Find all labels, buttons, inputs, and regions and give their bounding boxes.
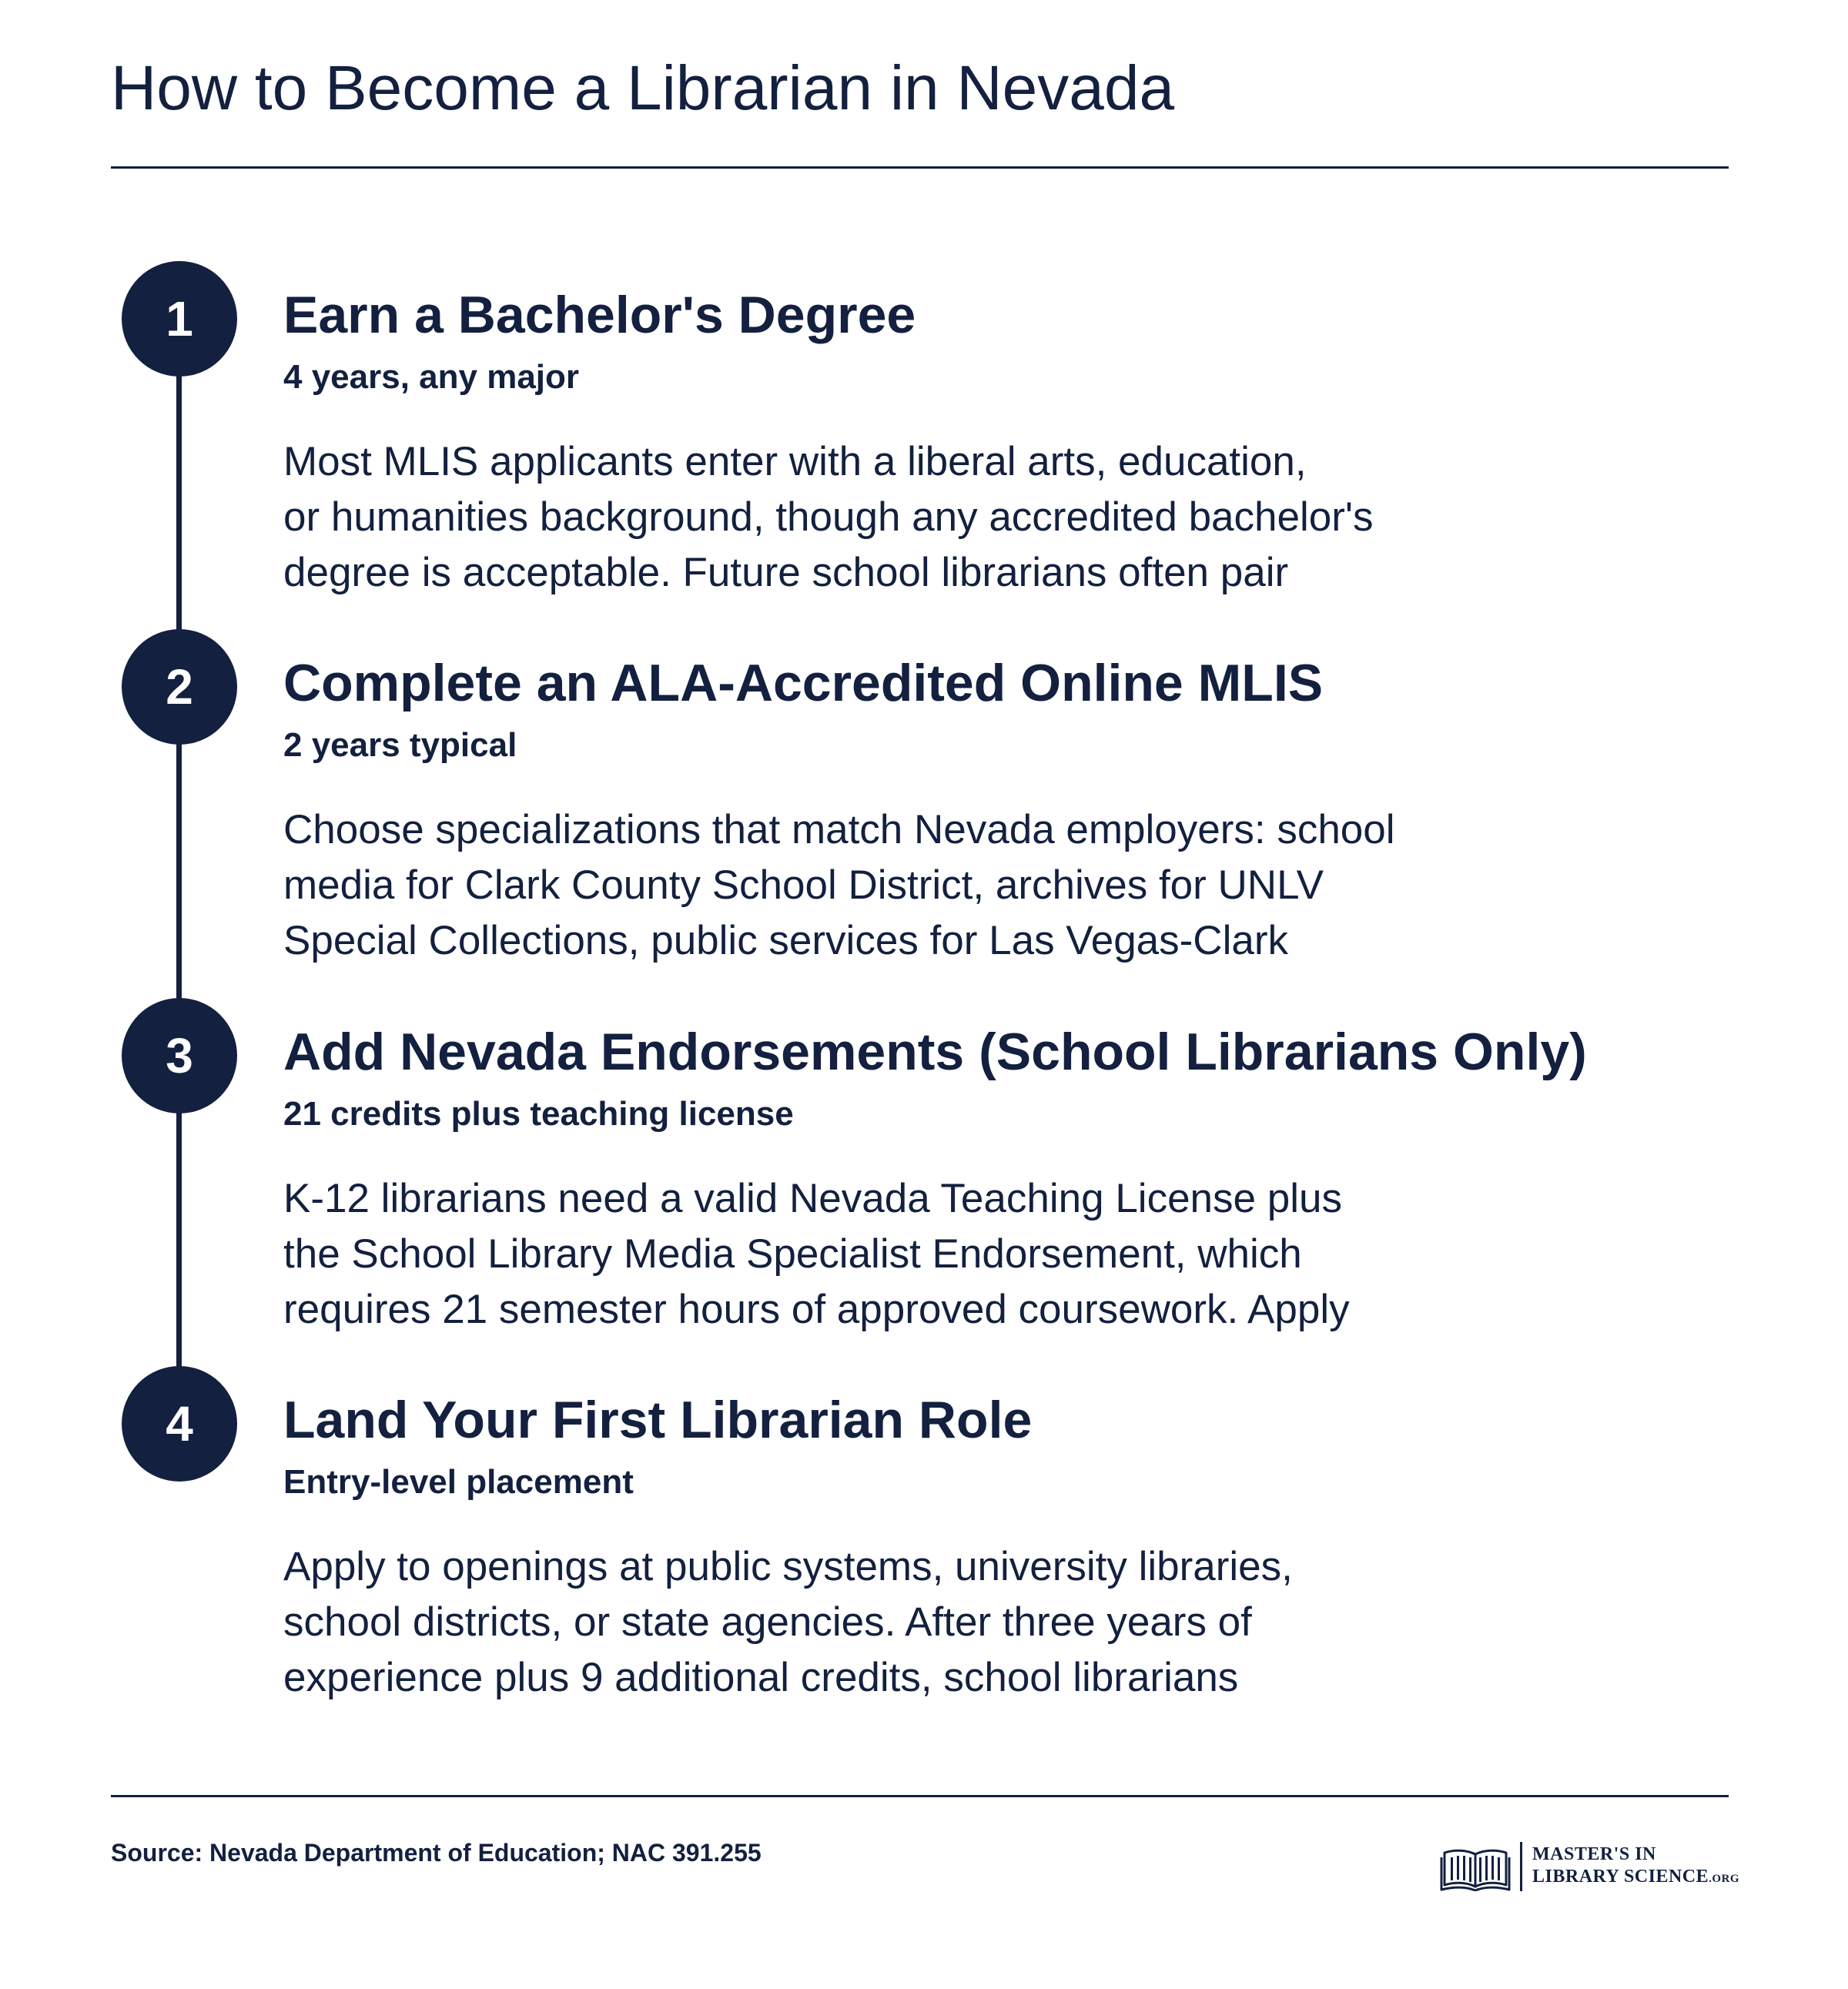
bottom-divider: [111, 1795, 1729, 1797]
step-description-line: media for Clark County School District, archives for UNLV: [283, 862, 1324, 908]
source-citation: Source: Nevada Department of Education; NAC 391.255: [111, 1839, 762, 1867]
step-duration: 2 years typical: [283, 726, 517, 764]
step-description-line: K-12 librarians need a valid Nevada Teaching License plus: [283, 1176, 1342, 1221]
logo-line-2-text: LIBRARY SCIENCE: [1532, 1867, 1709, 1887]
step-description-line: degree is acceptable. Future school librarians often pair: [283, 550, 1289, 595]
open-book-icon: [1440, 1847, 1511, 1891]
site-logo: [1440, 1842, 1740, 1896]
step-description: [283, 1171, 1592, 1338]
step-title: Land Your First Librarian Role: [283, 1391, 1033, 1449]
step-number-badge: 3: [122, 998, 237, 1113]
step-description-line: Most MLIS applicants enter with a liberal arts, education,: [283, 439, 1307, 484]
top-divider: [111, 166, 1729, 169]
logo-line-2: [1532, 1866, 1739, 1890]
step-description-line: Choose specializations that match Nevada employers: school: [283, 807, 1395, 852]
step-number-badge: 2: [122, 629, 237, 745]
logo-suffix: .ORG: [1709, 1873, 1740, 1885]
step-description: [283, 434, 1592, 601]
step-duration: 21 credits plus teaching license: [283, 1095, 794, 1133]
page-title: How to Become a Librarian in Nevada: [111, 53, 1175, 123]
step-duration: Entry-level placement: [283, 1463, 634, 1501]
step-description: [283, 802, 1592, 969]
step-duration: 4 years, any major: [283, 358, 580, 396]
step-description: [283, 1539, 1592, 1706]
step-number-badge: 1: [122, 261, 237, 377]
step-title: Complete an ALA-Accredited Online MLIS: [283, 654, 1324, 712]
step-description-line: Special Collections, public services for Las Vegas-Clark: [283, 918, 1288, 963]
step-description-line: the School Library Media Specialist Endorsement, which: [283, 1231, 1302, 1277]
logo-line-1: MASTER'S IN: [1532, 1844, 1656, 1864]
step-description-line: requires 21 semester hours of approved coursework. Apply: [283, 1287, 1350, 1332]
logo-wordmark: [1532, 1843, 1739, 1890]
step-description-line: or humanities background, though any accredited bachelor's: [283, 494, 1374, 540]
step-description-line: experience plus 9 additional credits, school librarians: [283, 1655, 1239, 1700]
step-number-badge: 4: [122, 1366, 237, 1482]
step-title: Earn a Bachelor's Degree: [283, 286, 916, 344]
step-title: Add Nevada Endorsements (School Librarians Only): [283, 1023, 1587, 1081]
logo-divider: [1520, 1842, 1522, 1891]
step-description-line: Apply to openings at public systems, university libraries,: [283, 1544, 1293, 1589]
timeline-connector: [176, 319, 182, 1423]
step-description-line: school districts, or state agencies. After three years of: [283, 1599, 1252, 1645]
